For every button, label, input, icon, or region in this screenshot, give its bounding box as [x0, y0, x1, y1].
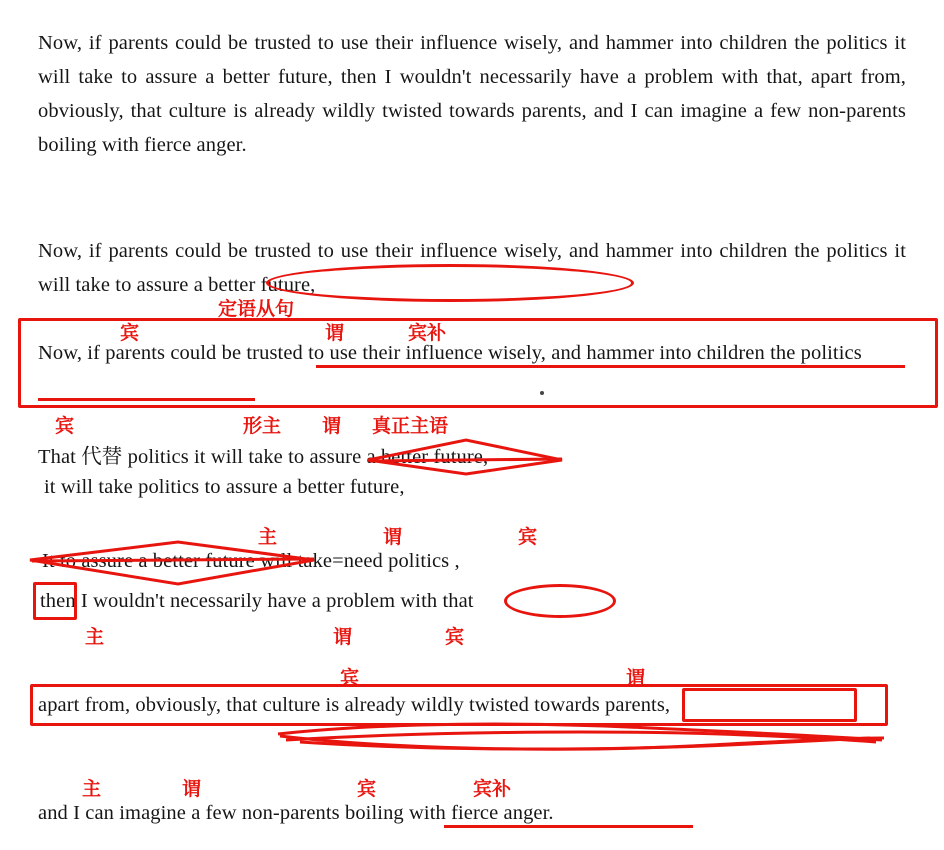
annotation-label-wei-5: 谓: [626, 667, 646, 689]
paragraph-5: it will take politics to assure a better future,: [44, 476, 405, 498]
annotation-label-bin-3: 宾: [518, 526, 538, 548]
paragraph-9: and I can imagine a few non-parents boiling with fierce anger.: [38, 802, 554, 824]
annotation-label-zhu-1: 主: [258, 526, 278, 548]
underline-use-influence: [316, 365, 905, 368]
paragraph-3: Now, if parents could be trusted to use their influence wisely, and hammer into children the politics: [38, 342, 862, 364]
annotation-label-wei-6: 谓: [182, 778, 202, 800]
paragraph-8: apart from, obviously, that culture is already wildly twisted towards parents,: [38, 694, 671, 716]
annotation-label-bin-5: 宾: [340, 667, 360, 689]
paragraph-7: then I wouldn't necessarily have a problem with that: [40, 590, 474, 612]
annotation-label-bin-1: 宾: [120, 322, 140, 344]
box-annotation-then: [33, 582, 77, 620]
annotation-label-zhu-3: 主: [82, 778, 102, 800]
underline-children-politics: [38, 398, 255, 401]
ellipse-annotation-with-that: [504, 584, 616, 618]
annotation-label-bin-2: 宾: [55, 415, 75, 437]
annotation-label-wei-2: 谓: [322, 415, 342, 437]
underline-boiling-with-fierce-anger: [444, 825, 693, 828]
paragraph-1: Now, if parents could be trusted to use their influence wisely, and hammer into children the politics it will take to assure a better future, then I wouldn't necessarily have a problem with that, apart from, obviously, that culture is already wildly twisted towards parents, and I can imagine a few non-parents boiling with fierce anger.: [38, 32, 906, 156]
annotation-label-binbu-2: 宾补: [473, 778, 512, 800]
annotation-label-dingyucongju: 定语从句: [218, 298, 295, 320]
paragraph-4: That 代替 politics it will take to assure a better future,: [38, 446, 489, 468]
annotation-label-wei-1: 谓: [325, 322, 345, 344]
annotation-label-bin-6: 宾: [357, 778, 377, 800]
annotation-label-wei-4: 谓: [333, 626, 353, 648]
stray-dot: [540, 391, 544, 395]
annotation-label-zhenzhengzhuyu: 真正主语: [372, 415, 449, 437]
annotation-label-wei-3: 谓: [383, 526, 403, 548]
paragraph-2: Now, if parents could be trusted to use their influence wisely, and hammer into children the politics it will take to assure a better future,: [38, 240, 906, 296]
box-annotation-towards-parents: [682, 688, 857, 722]
annotation-label-xingzhu: 形主: [243, 415, 282, 437]
annotation-label-zhu-2: 主: [85, 626, 105, 648]
paragraph-6: It to assure a better future will take=need politics ,: [42, 550, 460, 572]
scribble-annotation-underline: [270, 720, 890, 756]
annotation-label-bin-4: 宾: [445, 626, 465, 648]
ellipse-annotation-relative-clause: [266, 264, 634, 302]
annotation-label-binbu-1: 宾补: [408, 322, 447, 344]
